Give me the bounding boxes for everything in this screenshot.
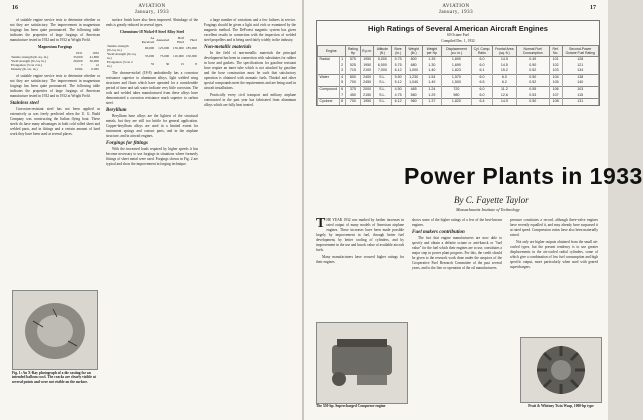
table-cell: 1.37 — [422, 99, 441, 105]
table-row — [106, 60, 198, 68]
running-head — [304, 4, 608, 16]
table-cell: 465 — [405, 86, 422, 92]
table-group-label: Water — [318, 74, 340, 80]
table-subtitle: Compiled Dec. 1, 1932 — [441, 39, 475, 43]
paragraph: With the increased loads required by higher speeds it has become necessary to use forgings in situations where formerly fittings of sheet metal were used. Forgings shown in Fig. 2 are typical and show the improvement in forging technique. — [106, 146, 198, 166]
table-cell: S.L. — [374, 93, 391, 99]
table-cell: 2400 — [361, 74, 374, 80]
table-cell: 150,000 — [185, 53, 197, 58]
table-cell: 6.5 — [471, 80, 492, 86]
table-header-cell: Frontal Area (sq. ft.) — [493, 46, 517, 57]
table-header-cell: Altitude (ft.) — [374, 46, 391, 57]
table-cell: 375 — [345, 86, 361, 92]
table-cell: 1.40 — [422, 68, 441, 74]
table-header-cell: Bore (in.) — [391, 46, 405, 57]
table-header-cell: Rating Hp — [345, 46, 361, 57]
table-cell: 1.39 — [422, 57, 441, 63]
conqueror-engine-photo — [316, 322, 408, 404]
running-head-issue: January, 1933 — [438, 10, 474, 15]
table-cell: 41,800 — [89, 54, 99, 59]
table-cell: 0.52 — [516, 80, 549, 86]
table-cell: 115 — [562, 93, 598, 99]
table-cell: 11.2 — [493, 86, 517, 92]
table-cell: Tensile strength (lb./sq. in.) — [11, 54, 49, 59]
table-cell: 110,000 — [173, 53, 184, 58]
table-cell: 30,000 — [89, 58, 99, 63]
table-cell: 20,000 — [73, 58, 83, 63]
right-page — [304, 0, 643, 420]
table-cell: 1.54 — [422, 74, 441, 80]
figure-caption: Fig. 1: An X-Ray photograph of a die casting for an intended balloon cowl. The cracks are clearly visible at several points and were not visible on the surface. — [12, 371, 96, 384]
table-cell: 103 — [549, 68, 562, 74]
table-cell: 0.50 — [516, 63, 549, 69]
table-cell: 1.29 — [422, 93, 441, 99]
table-header-cell: 1932 — [92, 50, 99, 55]
table-cell: 580 — [405, 93, 422, 99]
table-cell: 5.12 — [391, 80, 405, 86]
table-cell: 1.49 — [422, 80, 441, 86]
table-cell: 103 — [562, 86, 598, 92]
table-cell: 6.2 — [493, 80, 517, 86]
table-cell: 6.4 — [471, 99, 492, 105]
table-cell: 15.2 — [493, 68, 517, 74]
table-cell: 0.53 — [516, 93, 549, 99]
article-affiliation: Massachusetts Institute of Technology — [456, 207, 520, 212]
table-cell: Yield strength (lb./sq. in.) — [11, 58, 46, 63]
table-header-cell — [106, 36, 138, 44]
table-header-cell: Cyl. Comp. Ratio — [471, 46, 492, 57]
table-cell: 720 — [441, 86, 471, 92]
table-cell: 6.0 — [471, 86, 492, 92]
table-header-cell: Displacement (cu. in.) — [441, 46, 471, 57]
paragraph: a large number of variations and a few failures in service. Forgings should be given a light acid etch or examined by the magnetic method. The DeForest magnetic system has given excellent results in connection with the inspection of welded steel propellers and is being used fairly widely in the industry. — [204, 18, 296, 42]
table-cell: 8 — [195, 61, 197, 66]
table-cell: 7 — [339, 93, 345, 99]
table-cell: Elongation (% in 2 in.) — [107, 59, 133, 68]
table-cell: 55 — [150, 61, 155, 66]
figure-caption: The 550-hp. Supercharged Conqueror engine — [316, 404, 386, 408]
table-cell: 15 — [180, 61, 184, 66]
table-group-label: Compound — [319, 86, 338, 91]
table-cell: 680 — [405, 63, 422, 69]
table-row — [106, 52, 198, 60]
table-cell: 715 — [345, 68, 361, 74]
twin-wasp-engine-photo — [520, 337, 602, 403]
table-cell: 2100 — [361, 68, 374, 74]
engine-image — [521, 338, 601, 402]
paragraph: HE YEAR 1932 was marked by further increases in rated output of many models of American airplane engines. These increases have been made possible largely by improvement in fuel, through better fuel development, by better cooling of cylinders, and by improvement in the use and knock value of available aircraft fuels. — [316, 218, 404, 252]
table-cell: 1,040 — [405, 80, 422, 86]
table-caption: Magnesium Forgings — [37, 44, 73, 49]
table-cell: 2000 — [361, 86, 374, 92]
table-cell: 7,000 — [374, 68, 391, 74]
drop-cap: T — [316, 216, 326, 231]
table-cell: 6,500 — [374, 63, 391, 69]
magnesium-table — [10, 51, 100, 71]
table-header-cell: Weight (lb.) — [405, 46, 422, 57]
article-headline: Power Plants in 1933 — [404, 163, 643, 189]
running-head-magazine: AVIATION — [442, 4, 470, 9]
table-cell: 1,000 — [405, 68, 422, 74]
table-cell: 5 — [339, 80, 345, 86]
table-cell: 6.0 — [471, 57, 492, 63]
section-heading: Forgings for fittings — [106, 140, 148, 146]
table-cell: 104 — [549, 74, 562, 80]
table-title: High Ratings of Several American Aircraft Engines — [368, 24, 548, 33]
table-cell: 800 — [405, 57, 422, 63]
table-cell: 1950 — [361, 63, 374, 69]
table-cell: 0.55 — [516, 86, 549, 92]
table-cell: 980 — [441, 93, 471, 99]
table-cell: 1.30 — [422, 63, 441, 69]
table-cell: 450 — [345, 93, 361, 99]
table-cell: 6 — [341, 86, 344, 91]
xray-image — [13, 291, 97, 369]
table-cell: 105 — [549, 80, 562, 86]
table-header-cell: R.p.m. — [361, 46, 374, 57]
engine-data-table — [317, 45, 599, 105]
table-cell: 0.52 — [516, 68, 549, 74]
section-heading: Fuel makers contribution — [412, 230, 465, 235]
table-header-cell: Weight per Hp — [422, 46, 441, 57]
article-column-3 — [510, 218, 598, 333]
table-cell: 3 — [339, 68, 345, 74]
table-cell: 1,690 — [441, 57, 471, 63]
table-cell: 128 — [562, 57, 598, 63]
table-cell: 35,000 — [73, 54, 83, 59]
table-cell: 4 — [341, 74, 344, 79]
table-header-cell: 1931 — [75, 50, 83, 55]
table-cell: 134 — [562, 68, 598, 74]
table-cell: 35,000 — [144, 53, 155, 58]
table-cell: 1950 — [361, 57, 374, 63]
table-cell: 2150 — [361, 93, 374, 99]
table-cell: 6.0 — [471, 63, 492, 69]
table-cell: 101 — [549, 57, 562, 63]
table-cell: 6.0 — [471, 93, 492, 99]
table-cell: 150,000 — [172, 45, 184, 50]
table-cell: 131 — [562, 99, 598, 105]
table-row — [318, 99, 599, 105]
table-header-cell: Normal Fuel Consumption — [516, 46, 549, 57]
paragraph: of suitable engine service tests to determine whether or not they are satisfactory. The improvement in magnesium forgings has been quite pronounced. The following table indicates the properties of large forgings of American manufacture tested in 1932 and in 1932 at Wright Field. — [10, 18, 100, 42]
xray-photo — [12, 290, 98, 370]
table-cell: 0.065 — [91, 66, 99, 71]
paragraph: In the field of non-metallic materials the principal development has been in connection with substitutes for rubber in hose and gaskets. The specifications for gasoline resistant hose require an inner tube which is not attacked by gasoline and the hose construction must be such that satisfactory operation is obtained with aromatic fuels. Thiokol and other special compounds meet the requirements and are being used in aircraft installations. — [204, 51, 296, 90]
table-cell: 108 — [549, 99, 562, 105]
left-page — [0, 0, 304, 420]
table-cell: 575 — [345, 57, 361, 63]
table-cell: 30 — [165, 61, 170, 66]
table-cell: 2 — [341, 62, 344, 67]
running-head-magazine: AVIATION — [138, 4, 166, 9]
table-header-cell: Second-Power Octane Fuel Rating — [562, 46, 598, 57]
table-cell: S.L. — [374, 74, 391, 80]
paragraph: pressure constitutes a record, although three-valve engines have recently equalled it, and may already have surpassed it at rated speed. Compression ratios have also been materially raised. — [510, 218, 598, 237]
paragraph: The chrome-nickel (18-8) undoubtedly has a corrosion resistance superior to aluminum alloys, light welded wing structures and floats which have operated for a considerable period of time and salt water indicate very little corrosion. The rods and welded tubes manufactured from these alloys have demonstrated a corrosion resistance much superior to carbon steel. — [106, 70, 198, 105]
article-column-3 — [204, 18, 296, 413]
steel-table — [106, 36, 198, 68]
table-cell: 75,000 — [159, 53, 170, 58]
paragraph: Not only are higher outputs obtained from the small air-cooled types, but the present tendency is to use greater displacements in the air-cooled radial cylinders, some of which give a combination of low fuel consumption and high specific output, more particularly when used with geared superchargers. — [510, 239, 598, 269]
paragraph: Many manufacturers have secured higher ratings for their engines. — [316, 254, 404, 264]
table-cell: 1,230 — [405, 74, 422, 80]
table-cell: 12.6 — [493, 93, 517, 99]
table-caption: Chromium-18 Nickel-8 Steel Alloy Steel — [119, 29, 185, 34]
engine-image — [317, 323, 407, 403]
table-header-cell: Engine — [318, 46, 346, 57]
table-cell: 800 — [345, 74, 361, 80]
table-cell: Tensile strength (lb./sq. in.) — [107, 43, 129, 52]
table-cell: 1,690 — [441, 63, 471, 69]
table-cell: 525 — [345, 63, 361, 69]
table-row — [10, 67, 100, 71]
table-cell: 7 — [80, 62, 83, 67]
table-cell: 14.5 — [493, 57, 517, 63]
paragraph: of suitable engine service tests to determine whether or not they are satisfactory. The improvement in magnesium forgings has been quite pronounced. The following table indicates the properties of large forgings of American manufacture tested in 1932 and in 1932 at Wright Field. — [10, 73, 100, 98]
table-header-cell: Hard — [190, 37, 197, 42]
page-number: 16 — [12, 5, 18, 11]
table-header-cell: Ref. No. — [549, 46, 562, 57]
table-header-cell: Half Hard — [177, 35, 184, 44]
table-cell: 0.064 — [74, 66, 83, 71]
article-column-1 — [316, 218, 404, 318]
table-header-cell: As Received — [141, 35, 155, 44]
paragraph: Corrosion-resistant steel has not been applied as extensively as was freely predicted when the U. G. Budd Company was constructing the Italian flying boat. These steels do have many advantages in both cold rolled sheet and welded parts, and in fittings and a certain amount of hard work they have been used at several places. — [10, 106, 100, 136]
paragraph: Beryllium base alloys are the lightest of the structural metals, but they are still too brittle for general application. Copper-beryllium alloys are used in a limited extent for instrument springs and contact parts, and in the airplane structure, and in aircraft engines. — [106, 113, 198, 138]
table-cell: 1.24 — [422, 86, 441, 92]
article-column-2 — [412, 218, 502, 318]
table-cell: 1,820 — [441, 99, 471, 105]
table-cell: 90,000 — [144, 45, 155, 50]
table-cell: 14.9 — [493, 99, 517, 105]
table-cell: 6.12 — [391, 68, 405, 74]
table-cell: 5.75 — [391, 63, 405, 69]
table-cell: 14.5 — [493, 63, 517, 69]
table-cell: 700 — [345, 99, 361, 105]
article-byline: By C. Fayette Taylor — [454, 195, 529, 205]
paragraph: shows some of the higher ratings of a few of the best-known engines. — [412, 218, 502, 227]
page-number: 17 — [590, 5, 596, 11]
table-cell: 4.75 — [391, 93, 405, 99]
table-cell: 1,500 — [441, 80, 471, 86]
table-cell: 5,000 — [374, 57, 391, 63]
table-cell: 1,570 — [441, 74, 471, 80]
table-cell: 0.50 — [516, 74, 549, 80]
table-cell: 140 — [562, 80, 598, 86]
table-group-label: Cyclone — [318, 99, 340, 105]
table-cell: 6.0 — [471, 74, 492, 80]
table-cell: 12 — [95, 62, 99, 67]
table-cell: 6.0 — [493, 74, 517, 80]
table-cell: 960 — [405, 99, 422, 105]
table-row — [106, 44, 198, 52]
running-head — [0, 4, 304, 16]
table-cell: 185,000 — [185, 45, 197, 50]
article-column-2 — [106, 18, 198, 413]
table-cell: 5.50 — [391, 74, 405, 80]
table-cell: S.L. — [374, 80, 391, 86]
section-heading: Beryllium — [106, 107, 127, 113]
section-heading: Stainless steel — [10, 100, 39, 106]
table-cell: Density (lb./cu. in.) — [11, 66, 38, 71]
engine-ratings-table — [316, 20, 600, 106]
table-group-label: Radial — [318, 57, 340, 63]
table-cell: S.L. — [374, 86, 391, 92]
table-cell: 6.1 — [471, 68, 492, 74]
table-cell: 102 — [549, 63, 562, 69]
table-cell: 0.49 — [516, 57, 549, 63]
table-cell: 0.50 — [516, 99, 549, 105]
table-header-cell: Annealed — [156, 37, 170, 42]
paragraph: Practically every civil transport and military airplane constructed in the past year has fabricated from aluminum alloys which are fully heat treated. — [204, 92, 296, 107]
table-cell: 107 — [549, 93, 562, 99]
table-cell: 1950 — [361, 99, 374, 105]
table-cell: 106 — [549, 86, 562, 92]
table-cell: 121 — [562, 63, 598, 69]
table-cell: 8 — [341, 99, 344, 104]
running-head-issue: January, 1933 — [134, 10, 170, 15]
table-cell: 138 — [562, 74, 598, 80]
table-cell: 700 — [345, 80, 361, 86]
table-cell: 1 — [341, 57, 344, 61]
paragraph: surface finish have also been improved. Shrinkage of the ends is greatly reduced in several types. — [106, 18, 198, 27]
table-cell: Elongation (% in 2 in.) — [11, 62, 43, 67]
section-heading: Non-metallic materials — [204, 45, 252, 50]
figure-caption: Pratt & Whitney Twin Wasp, 1000-hp type — [528, 404, 594, 408]
table-cell: S.L. — [374, 99, 391, 105]
table-cell: 6.12 — [391, 99, 405, 105]
table-cell: 1,823 — [441, 68, 471, 74]
table-cell: 125,000 — [158, 45, 170, 50]
table-cell: 2450 — [361, 80, 374, 86]
table-cell: 5.75 — [391, 57, 405, 63]
table-cell: Yield strength (lb./sq. in.) — [107, 51, 137, 60]
table-subtitle: 60 Octane Fuel — [447, 33, 469, 37]
paragraph: The fact that engine manufacturers are now able to specify and obtain a definite octane or anti-knock or "fuel value" for the fuel which their engines are to use, constitutes a major step in power plant progress. For this, the credit should be given to the research work done under the auspices of the Cooperative Fuel Research Committee of the past several years, and to the fine co-operation of the oil manufacturers. — [412, 236, 502, 270]
table-cell: 4.50 — [391, 86, 405, 92]
